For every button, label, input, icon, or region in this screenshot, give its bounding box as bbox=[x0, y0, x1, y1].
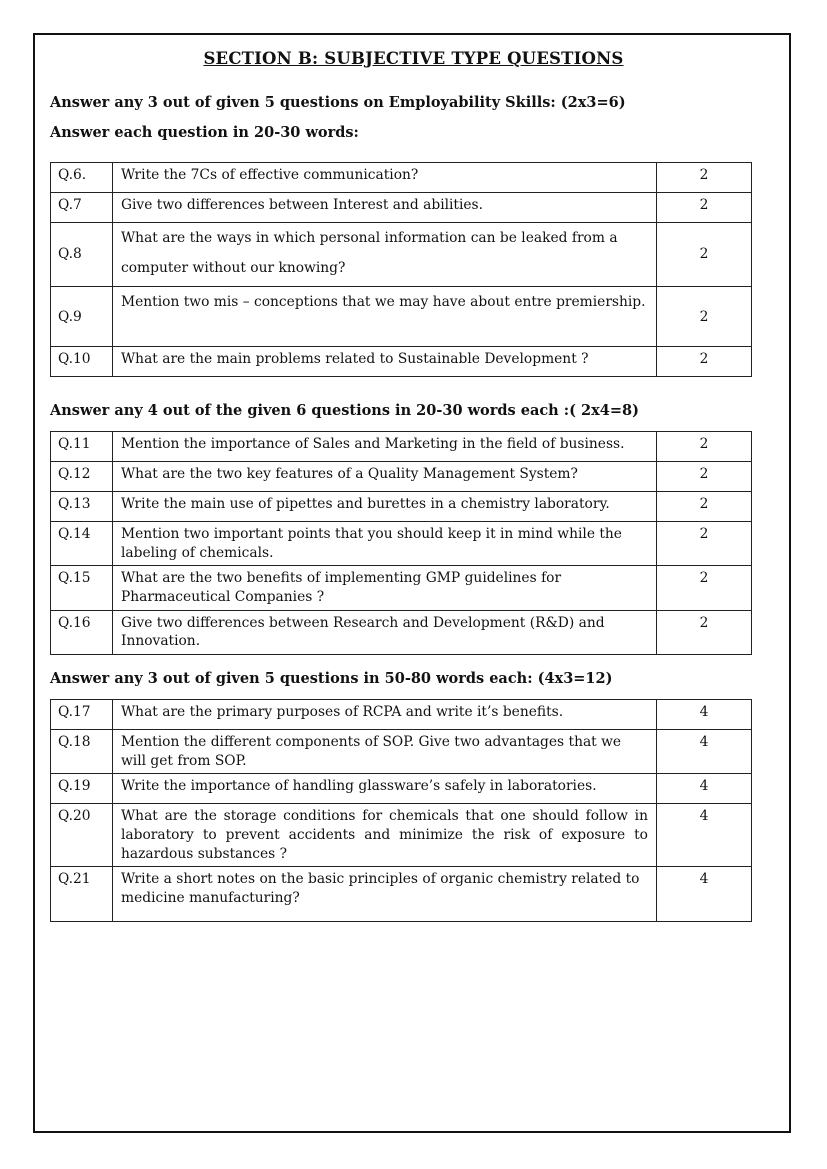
question-text: What are the main problems related to Sustainable Development ? bbox=[113, 347, 657, 377]
question-text: Give two differences between Interest and abilities. bbox=[113, 193, 657, 223]
question-marks: 2 bbox=[657, 462, 752, 492]
table-row bbox=[51, 566, 752, 610]
table-row bbox=[51, 432, 752, 462]
part2-table bbox=[50, 431, 752, 655]
table-row bbox=[51, 347, 752, 377]
table-row bbox=[51, 774, 752, 804]
question-number: Q.20 bbox=[51, 804, 113, 867]
question-marks: 2 bbox=[657, 287, 752, 347]
question-text: Give two differences between Research and Development (R&D) and Innovation. bbox=[113, 610, 657, 654]
question-marks: 2 bbox=[657, 432, 752, 462]
question-number: Q.14 bbox=[51, 522, 113, 566]
table-row bbox=[51, 804, 752, 867]
question-text: What are the two key features of a Quality Management System? bbox=[113, 462, 657, 492]
table-row bbox=[51, 867, 752, 922]
question-text: What are the ways in which personal information can be leaked from a computer without our knowing? bbox=[113, 223, 657, 287]
table-row bbox=[51, 462, 752, 492]
question-number: Q.7 bbox=[51, 193, 113, 223]
question-number: Q.21 bbox=[51, 867, 113, 922]
question-number: Q.10 bbox=[51, 347, 113, 377]
question-text: What are the two benefits of implementing GMP guidelines for Pharmaceutical Companies ? bbox=[113, 566, 657, 610]
question-number: Q.6. bbox=[51, 163, 113, 193]
question-text: Write the 7Cs of effective communication? bbox=[113, 163, 657, 193]
question-text: Mention two mis – conceptions that we may have about entre premiership. bbox=[113, 287, 657, 347]
question-number: Q.18 bbox=[51, 730, 113, 774]
question-text: What are the storage conditions for chemicals that one should follow in laboratory to prevent accidents and minimize the risk of exposure to hazardous substances ? bbox=[113, 804, 657, 867]
table-row bbox=[51, 492, 752, 522]
question-marks: 2 bbox=[657, 522, 752, 566]
question-marks: 4 bbox=[657, 867, 752, 922]
table-row bbox=[51, 193, 752, 223]
question-number: Q.13 bbox=[51, 492, 113, 522]
question-number: Q.16 bbox=[51, 610, 113, 654]
part3-table bbox=[50, 699, 752, 922]
table-row bbox=[51, 223, 752, 287]
question-marks: 2 bbox=[657, 223, 752, 287]
question-text: Write the importance of handling glassware’s safely in laboratories. bbox=[113, 774, 657, 804]
question-number: Q.12 bbox=[51, 462, 113, 492]
question-number: Q.15 bbox=[51, 566, 113, 610]
question-marks: 2 bbox=[657, 163, 752, 193]
question-text: Mention the importance of Sales and Marketing in the field of business. bbox=[113, 432, 657, 462]
part3-heading: Answer any 3 out of given 5 questions in 50-80 words each: (4x3=12) bbox=[50, 670, 613, 687]
question-marks: 4 bbox=[657, 730, 752, 774]
question-marks: 4 bbox=[657, 804, 752, 867]
question-number: Q.8 bbox=[51, 223, 113, 287]
question-marks: 2 bbox=[657, 193, 752, 223]
question-marks: 2 bbox=[657, 492, 752, 522]
table-row bbox=[51, 700, 752, 730]
part1-table bbox=[50, 162, 752, 377]
question-number: Q.11 bbox=[51, 432, 113, 462]
question-text: Write a short notes on the basic principles of organic chemistry related to medicine manufacturing? bbox=[113, 867, 657, 922]
question-text: Mention the different components of SOP. Give two advantages that we will get from SOP. bbox=[113, 730, 657, 774]
table-row bbox=[51, 610, 752, 654]
part2-heading: Answer any 4 out of the given 6 questions in 20-30 words each :( 2x4=8) bbox=[50, 402, 639, 419]
table-row bbox=[51, 730, 752, 774]
question-text: Mention two important points that you should keep it in mind while the labeling of chemicals. bbox=[113, 522, 657, 566]
question-marks: 2 bbox=[657, 566, 752, 610]
question-number: Q.17 bbox=[51, 700, 113, 730]
question-number: Q.19 bbox=[51, 774, 113, 804]
table-row bbox=[51, 163, 752, 193]
section-title: SECTION B: SUBJECTIVE TYPE QUESTIONS bbox=[203, 49, 624, 68]
question-text: What are the primary purposes of RCPA and write it’s benefits. bbox=[113, 700, 657, 730]
question-text: Write the main use of pipettes and burettes in a chemistry laboratory. bbox=[113, 492, 657, 522]
part1-subheading: Answer each question in 20-30 words: bbox=[50, 124, 359, 141]
question-marks: 2 bbox=[657, 347, 752, 377]
table-row bbox=[51, 522, 752, 566]
question-number: Q.9 bbox=[51, 287, 113, 347]
part1-heading: Answer any 3 out of given 5 questions on Employability Skills: (2x3=6) bbox=[50, 94, 626, 111]
question-marks: 2 bbox=[657, 610, 752, 654]
question-marks: 4 bbox=[657, 700, 752, 730]
question-marks: 4 bbox=[657, 774, 752, 804]
table-row bbox=[51, 287, 752, 347]
